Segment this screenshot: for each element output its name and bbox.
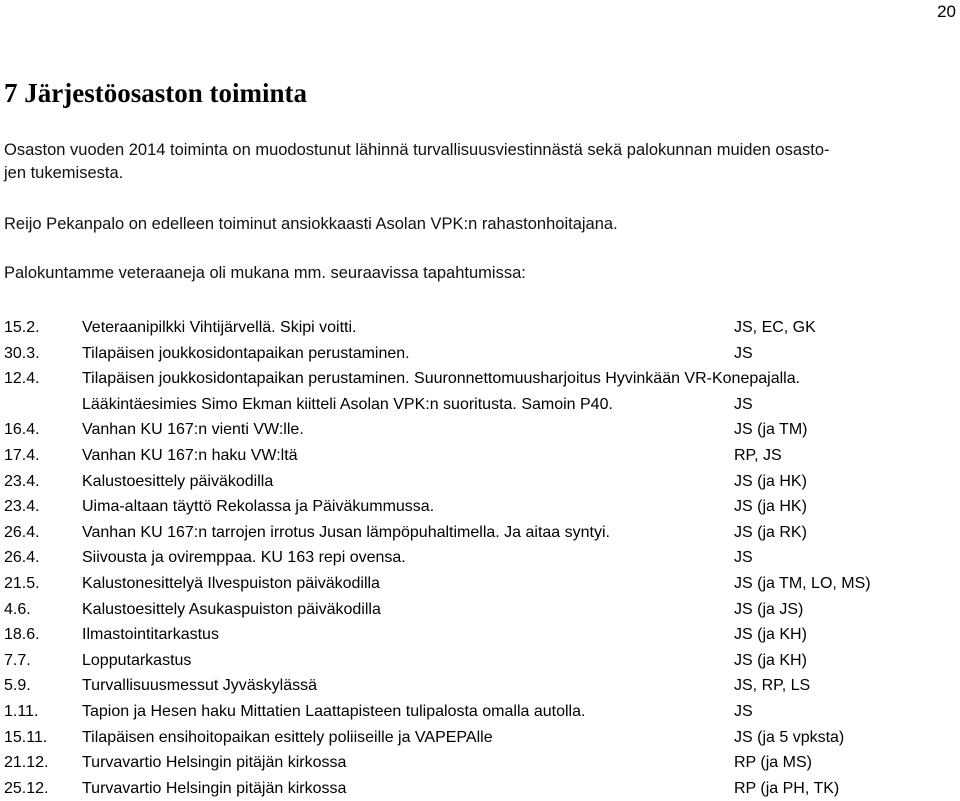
event-description: Lääkintäesimies Simo Ekman kiitteli Asolan VPK:n suoritusta. Samoin P40. (82, 395, 613, 413)
event-description: Tapion ja Hesen haku Mittatien Laattapisteen tulipalosta omalla autolla. (82, 702, 586, 720)
event-date: 18.6. (4, 626, 40, 644)
event-row (4, 622, 954, 648)
event-description: Turvallisuusmessut Jyväskylässä (82, 677, 318, 695)
event-date: 16.4. (4, 421, 40, 439)
event-row (4, 417, 954, 443)
event-date: 7.7. (4, 651, 31, 669)
event-row (4, 341, 954, 367)
event-participants: JS (734, 344, 753, 362)
event-row (4, 545, 954, 571)
event-description: Kalustonesittelyä Ilvespuiston päiväkodilla (82, 574, 380, 592)
event-row (4, 776, 954, 801)
event-description: Kalustoesittely Asukaspuiston päiväkodilla (82, 600, 381, 618)
event-description: Tilapäisen ensihoitopaikan esittely poliiseille ja VAPEPAlle (82, 728, 493, 746)
event-date: 15.2. (4, 319, 40, 336)
events-list (4, 315, 954, 801)
event-date: 25.12. (4, 779, 49, 797)
event-participants: JS (734, 549, 753, 567)
event-participants: JS (ja TM) (734, 421, 808, 439)
event-participants: JS (ja HK) (734, 498, 807, 516)
event-participants: JS, EC, GK (734, 319, 816, 336)
event-row (4, 494, 954, 520)
event-row (4, 699, 954, 725)
intro-line-1: Osaston vuoden 2014 toiminta on muodostunut lähinnä turvallisuusviestinnästä sekä palokunnan muiden osasto- (4, 141, 830, 159)
event-participants: RP (ja PH, TK) (734, 779, 840, 797)
event-description: Tilapäisen joukkosidontapaikan perustaminen. (82, 344, 410, 362)
event-row (4, 648, 954, 674)
event-row (4, 469, 954, 495)
veterans-paragraph: Palokuntamme veteraaneja oli mukana mm. seuraavissa tapahtumissa: (4, 264, 526, 282)
event-date: 17.4. (4, 446, 40, 464)
event-date: 23.4. (4, 498, 40, 516)
treasurer-paragraph: Reijo Pekanpalo on edelleen toiminut ansiokkaasti Asolan VPK:n rahastonhoitajana. (4, 215, 618, 233)
event-description: Turvavartio Helsingin pitäjän kirkossa (82, 779, 347, 797)
event-participants: JS (734, 702, 753, 720)
event-date: 1.11. (4, 702, 39, 720)
event-description: Turvavartio Helsingin pitäjän kirkossa (82, 754, 347, 772)
event-participants: JS (ja RK) (734, 523, 807, 541)
event-row (4, 520, 954, 546)
event-date: 12.4. (4, 370, 40, 388)
event-row (4, 597, 954, 623)
event-row (4, 673, 954, 699)
event-description: Vanhan KU 167:n haku VW:ltä (82, 446, 298, 464)
event-date: 26.4. (4, 549, 40, 567)
event-description: Ilmastointitarkastus (82, 626, 219, 644)
event-participants: JS (ja HK) (734, 472, 807, 490)
event-row (4, 443, 954, 469)
event-description: Vanhan KU 167:n tarrojen irrotus Jusan lämpöpuhaltimella. Ja aitaa syntyi. (82, 523, 610, 541)
event-date: 21.12. (4, 754, 49, 772)
event-description: Kalustoesittely päiväkodilla (82, 472, 274, 490)
event-participants: JS (ja JS) (734, 600, 804, 618)
event-date: 26.4. (4, 523, 40, 541)
event-participants: RP (ja MS) (734, 754, 812, 772)
event-participants: JS (ja TM, LO, MS) (734, 574, 871, 592)
section-heading: 7 Järjestöosaston toiminta (4, 78, 307, 108)
event-participants: JS, RP, LS (734, 677, 811, 695)
event-description: Tilapäisen joukkosidontapaikan perustaminen. Suuronnettomuusharjoitus Hyvinkään VR-Konepajalla. (82, 370, 801, 388)
event-date: 21.5. (4, 574, 40, 592)
intro-line-2: jen tukemisesta. (4, 164, 124, 182)
event-description: Uima-altaan täyttö Rekolassa ja Päiväkummussa. (82, 498, 435, 516)
event-description: Veteraanipilkki Vihtijärvellä. Skipi voitti. (82, 319, 357, 336)
event-description: Siivousta ja oviremppaa. KU 163 repi ovensa. (82, 549, 406, 567)
event-date: 15.11. (4, 728, 48, 746)
event-participants: JS (734, 395, 753, 413)
event-date: 30.3. (4, 344, 40, 362)
event-date: 5.9. (4, 677, 31, 695)
event-row (4, 315, 954, 341)
event-participants: JS (ja KH) (734, 651, 807, 669)
event-description: Lopputarkastus (82, 651, 192, 669)
intro-paragraph (4, 139, 954, 185)
event-row (4, 366, 954, 392)
event-participants: RP, JS (734, 446, 782, 464)
event-row (4, 750, 954, 776)
event-date: 23.4. (4, 472, 40, 490)
event-description: Vanhan KU 167:n vienti VW:lle. (82, 421, 304, 439)
event-date: 4.6. (4, 600, 31, 618)
event-participants: JS (ja KH) (734, 626, 807, 644)
event-participants: JS (ja 5 vpksta) (734, 728, 845, 746)
event-row (4, 725, 954, 751)
event-row (4, 571, 954, 597)
event-row (4, 392, 954, 418)
page-number: 20 (937, 2, 956, 21)
